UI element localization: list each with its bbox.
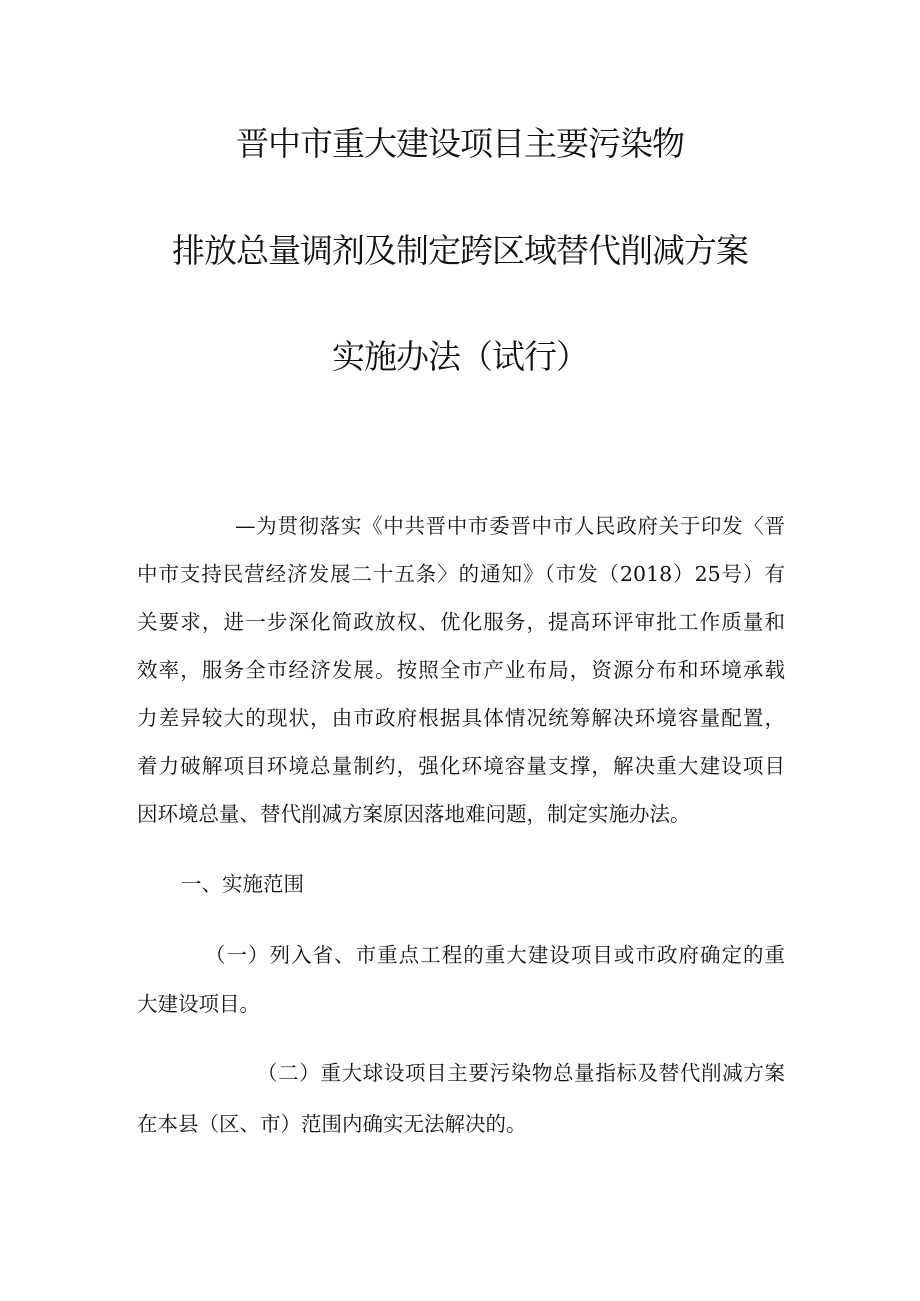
document-title-line-1: 晋中市重大建设项目主要污染物 [236,124,684,163]
intro-paragraph-line-3: 关要求，进一步深化简政放权、优化服务，提高环评审批工作质量和 [137,610,785,634]
intro-paragraph-line-1: —为贯彻落实《中共晋中市委晋中市人民政府关于印发〈晋 [235,514,785,538]
intro-paragraph-line-7: 因环境总量、替代削减方案原因落地难问题，制定实施办法。 [137,802,691,826]
scope-item-2-line-1: （二）重大球设项目主要污染物总量指标及替代削减方案 [257,1061,785,1085]
scope-item-1-line-2: 大建设项目。 [137,992,260,1016]
scope-item-1-line-1: （一）列入省、市重点工程的重大建设项目或市政府确定的重 [205,943,785,967]
document-title-line-2: 排放总量调剂及制定跨区域替代削减方案 [172,231,748,270]
scope-item-2-line-2: 在本县（区、市）范围内确实无法解决的。 [137,1112,527,1136]
intro-paragraph-line-4: 效率，服务全市经济发展。按照全市产业布局，资源分布和环境承载 [137,658,785,682]
document-title-line-3: 实施办法（试行） [332,337,588,376]
section-heading-scope: 一、实施范围 [181,872,304,896]
intro-paragraph-line-2: 中市支持民营经济发展二十五条〉的通知》（市发（2018）25号）有 [137,562,785,586]
intro-paragraph-line-6: 着力破解项目环境总量制约，强化环境容量支撑，解决重大建设项目 [137,754,785,778]
intro-paragraph-line-5: 力差异较大的现状，由市政府根据具体情况统筹解决环境容量配置， [137,706,785,730]
